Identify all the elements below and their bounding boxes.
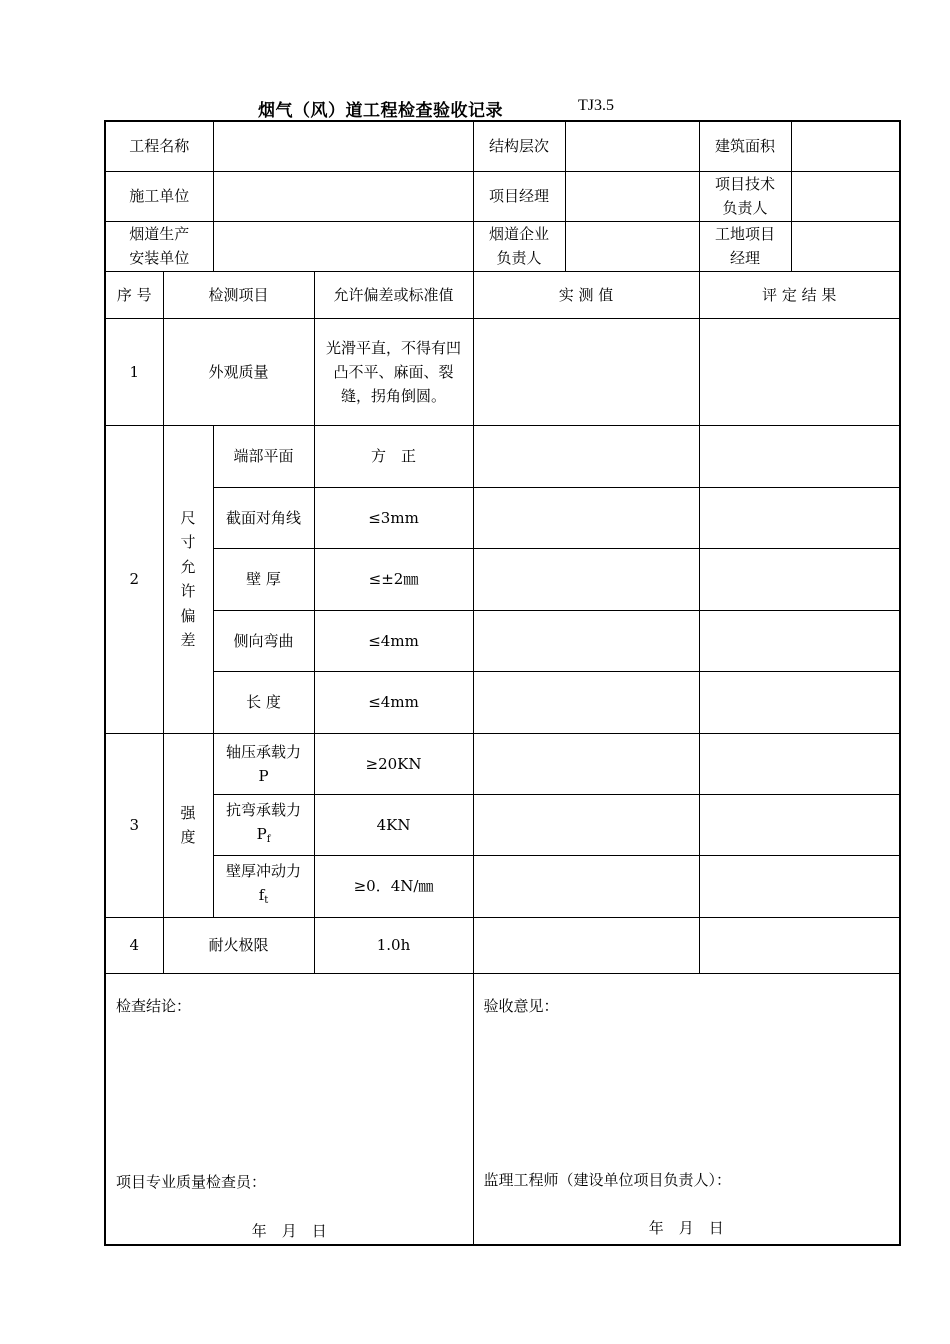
row3-sub1-symbol: P [258,766,269,785]
row2-group-text: 尺寸允许偏差 [180,508,196,649]
field-construction-unit[interactable] [213,171,473,221]
row3-sub1-result[interactable] [699,733,900,794]
row2-sub1-name: 端部平面 [213,425,314,487]
col-seq: 序 号 [105,271,163,318]
label-project-name: 工程名称 [105,121,213,171]
row1-measured[interactable] [473,318,699,425]
label-site-manager [699,221,791,271]
row2-sub3-name: 壁 厚 [213,548,314,610]
col-measured: 实 测 值 [473,271,699,318]
acceptance-opinion-section[interactable] [473,973,900,1245]
check-conclusion-label: 检查结论： [116,996,192,1015]
field-project-name[interactable] [213,121,473,171]
row2-sub3-measured[interactable] [473,548,699,610]
row3-sub2-standard: 4KN [314,794,473,855]
label-flue-enterprise-leader [473,221,565,271]
label-project-manager: 项目经理 [473,171,565,221]
label-flue-installer [105,221,213,271]
label-building-area: 建筑面积 [699,121,791,171]
row3-sub3-name-text: 壁厚冲动力 [226,862,302,880]
row2-sub5-measured[interactable] [473,671,699,733]
row3-sub1-name-text: 轴压承载力 [226,742,302,761]
date-right: 年 月 日 [648,1218,724,1237]
row3-sub2-symbol: P [256,824,267,843]
row3-sub2-measured[interactable] [473,794,699,855]
col-tolerance: 允许偏差或标准值 [314,271,473,318]
row4-seq: 4 [105,917,163,973]
row3-sub3-subscript: t [264,895,269,906]
row3-group [163,733,213,917]
row2-sub3-standard: ≤±2㎜ [314,548,473,610]
row2-sub2-standard: ≤3mm [314,487,473,548]
quality-inspector-label: 项目专业质量检查员： [116,1172,267,1191]
row3-sub3-name [213,855,314,917]
row3-sub3-symbol: f [258,886,265,904]
col-item: 检测项目 [163,271,314,318]
row4-measured[interactable] [473,917,699,973]
field-project-manager[interactable] [565,171,699,221]
row4-standard: 1.0h [314,917,473,973]
row3-sub2-result[interactable] [699,794,900,855]
row2-sub2-measured[interactable] [473,487,699,548]
row2-sub4-name: 侧向弯曲 [213,610,314,671]
date-left: 年 月 日 [251,1221,327,1240]
row1-result[interactable] [699,318,900,425]
row3-sub1-name [213,733,314,794]
row2-group [163,425,213,733]
row2-sub5-name: 长 度 [213,671,314,733]
row2-sub5-standard: ≤4mm [314,671,473,733]
field-flue-installer[interactable] [213,221,473,271]
acceptance-opinion-label: 验收意见： [483,996,559,1015]
row2-sub4-result[interactable] [699,610,900,671]
label-construction-unit: 施工单位 [105,171,213,221]
label-tech-leader [699,171,791,221]
col-result: 评 定 结 果 [699,271,900,318]
label-flue-enterprise-leader-text: 烟道企业负责人 [489,224,550,267]
check-conclusion-section[interactable] [105,973,473,1245]
title-row [0,94,950,122]
label-structure-level: 结构层次 [473,121,565,171]
row1-seq: 1 [105,318,163,425]
row3-sub3-result[interactable] [699,855,900,917]
row3-sub3-standard: ≥0．4N/㎜ [314,855,473,917]
row2-seq: 2 [105,425,163,733]
row3-seq: 3 [105,733,163,917]
row1-standard [314,318,473,425]
row3-sub1-measured[interactable] [473,733,699,794]
row2-sub1-result[interactable] [699,425,900,487]
row2-sub4-standard: ≤4mm [314,610,473,671]
row4-result[interactable] [699,917,900,973]
row2-sub2-result[interactable] [699,487,900,548]
row4-item: 耐火极限 [163,917,314,973]
row2-sub4-measured[interactable] [473,610,699,671]
label-site-manager-text: 工地项目经理 [715,224,776,267]
inspection-form [104,120,901,1246]
field-structure-level[interactable] [565,121,699,171]
label-tech-leader-text: 项目技术负责人 [715,174,776,217]
row2-sub2-name: 截面对角线 [213,487,314,548]
row1-standard-text: 光滑平直，不得有凹凸不平、麻面、裂缝，拐角倒圆。 [326,338,462,405]
field-tech-leader[interactable] [791,171,900,221]
field-flue-enterprise-leader[interactable] [565,221,699,271]
supervisor-label: 监理工程师（建设单位项目负责人）： [483,1170,732,1189]
row3-sub2-name [213,794,314,855]
label-flue-installer-text: 烟道生产安装单位 [129,224,190,267]
row3-group-text: 强度 [180,803,196,846]
row2-sub3-result[interactable] [699,548,900,610]
row3-sub2-subscript: f [266,833,271,845]
row3-sub2-name-text: 抗弯承载力 [226,800,302,819]
row3-sub1-standard: ≥20KN [314,733,473,794]
field-building-area[interactable] [791,121,900,171]
row1-item: 外观质量 [163,318,314,425]
row2-sub5-result[interactable] [699,671,900,733]
row2-sub1-measured[interactable] [473,425,699,487]
document-code: TJ3.5 [578,97,614,114]
row3-sub3-measured[interactable] [473,855,699,917]
field-site-manager[interactable] [791,221,900,271]
row2-sub1-standard: 方 正 [314,425,473,487]
document-title: 烟气（风）道工程检查验收记录 [258,101,503,121]
